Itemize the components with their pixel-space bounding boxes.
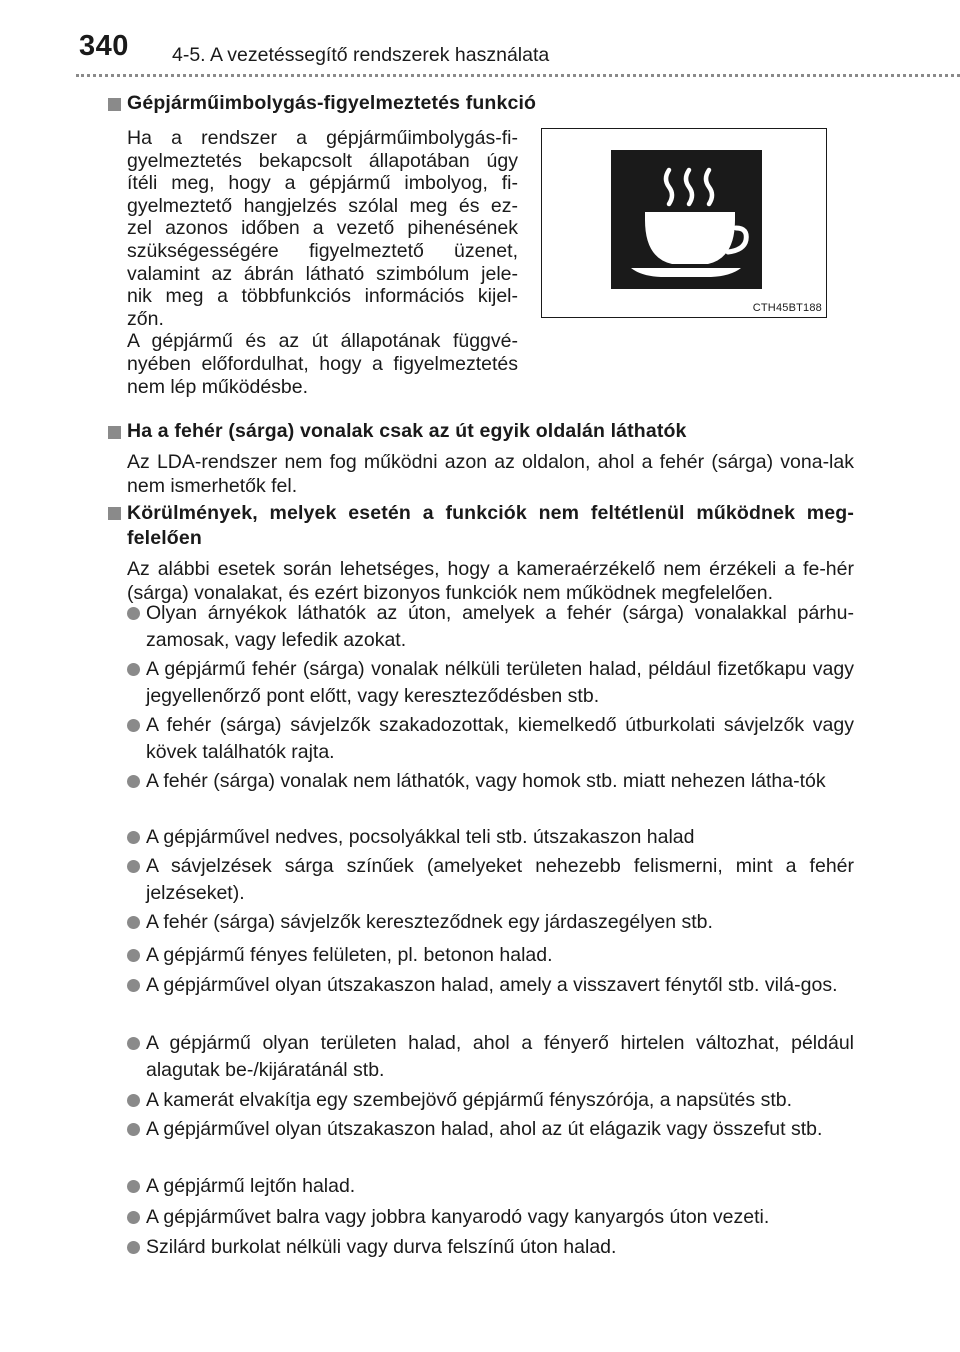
list-item: A gépjármű lejtőn halad. (127, 1173, 854, 1200)
list-item: A gépjármű fehér (sárga) vonalak nélküli területen halad, például fizetőkapu vagy jegyellenőrző pont előtt, vagy kereszteződésben stb. (127, 656, 854, 710)
list-item: A sávjelzések sárga színűek (amelyeket nehezebb felismerni, mint a fehér jelzéseket). (127, 853, 854, 907)
text-line: nem lép működésbe. (127, 375, 309, 398)
coffee-cup-icon (611, 150, 762, 289)
coffee-symbol-figure (541, 128, 827, 318)
header-divider (76, 74, 960, 77)
bullet-dot-icon (127, 719, 140, 732)
list-item: A gépjármű olyan területen halad, ahol a fényerő hirtelen változhat, például alagutak be-/kijáratánál stb. (127, 1030, 854, 1084)
list-item: A gépjárművel olyan útszakaszon halad, amely a visszavert fénytől stb. vilá-gos. (127, 972, 854, 999)
bullet-dot-icon (127, 607, 140, 620)
list-item: Szilárd burkolat nélküli vagy durva felszínű úton halad. (127, 1234, 854, 1261)
heading-square-icon (108, 426, 121, 439)
page-header (0, 0, 960, 80)
bullet-dot-icon (127, 1037, 140, 1050)
bullet-dot-icon (127, 1094, 140, 1107)
bullet-dot-icon (127, 1123, 140, 1136)
bullet-dot-icon (127, 1180, 140, 1193)
list-item: A kamerát elvakítja egy szembejövő gépjármű fényszórója, a napsütés stb. (127, 1087, 854, 1114)
list-item: A gépjárművet balra vagy jobbra kanyarodó vagy kanyargós úton vezeti. (127, 1204, 854, 1231)
figure-code: CTH45BT188 (752, 302, 822, 314)
text-line: gyelmeztető hangjelzés szólal meg és ez- (127, 194, 518, 217)
list-item: A fehér (sárga) sávjelzők kereszteződnek egy járdaszegélyen stb. (127, 909, 854, 936)
text-line: ítéli meg, hogy a gépjármű imbolyog, fi- (127, 172, 518, 195)
text-line: zőn. (127, 307, 164, 330)
text-line: A gépjármű és az út állapotának függvé- (127, 330, 518, 353)
bullet-dot-icon (127, 916, 140, 929)
bullet-dot-icon (127, 949, 140, 962)
list-item: Olyan árnyékok láthatók az úton, amelyek a fehér (sárga) vonalakkal párhu-zamosak, vagy lefedik azokat. (127, 600, 854, 654)
bullet-dot-icon (127, 860, 140, 873)
bullet-dot-icon (127, 979, 140, 992)
one-side-lines-text: Az LDA-rendszer nem fog működni azon az oldalon, ahol a fehér (sárga) vona-lak nem ismerhetők fel. (127, 451, 854, 497)
page-number: 340 (79, 30, 129, 62)
section-heading-sway-warning: Gépjárműimbolygás-figyelmeztetés funkció (127, 92, 537, 114)
bullet-dot-icon (127, 1211, 140, 1224)
list-item: A gépjármű fényes felületen, pl. betonon halad. (127, 942, 854, 969)
text-line: Ha a rendszer a gépjárműimbolygás-fi- (127, 127, 518, 149)
bullet-dot-icon (127, 663, 140, 676)
list-item: A gépjárművel olyan útszakaszon halad, ahol az út elágazik vagy összefut stb. (127, 1116, 854, 1143)
bullet-dot-icon (127, 775, 140, 788)
list-item: A fehér (sárga) sávjelzők szakadozottak, kiemelkedő útburkolati sávjelzők vagy kövek találhatók rajta. (127, 712, 854, 766)
heading-line: felelően (127, 527, 202, 549)
text-line: nik meg a többfunkciós információs kijel- (127, 285, 518, 308)
conditions-intro-text: Az alábbi esetek során lehetséges, hogy a kameraérzékelő nem érzékeli a fe-hér (sárga) vonalakat, és ezért bizonyos funkciók nem működnek megfelelően. (127, 558, 854, 604)
text-line: szükségességére figyelmeztető üzenet, (127, 239, 518, 262)
text-line: gyelmeztetés bekapcsolt állapotában úgy (127, 149, 518, 172)
bullet-dot-icon (127, 1241, 140, 1254)
text-line: nyében előfordulhat, hogy a figyelmeztetés (127, 352, 518, 375)
heading-square-icon (108, 507, 121, 520)
heading-square-icon (108, 98, 121, 111)
section-heading-one-side-lines: Ha a fehér (sárga) vonalak csak az út egyik oldalán láthatók (127, 420, 687, 442)
heading-line: Körülmények, melyek esetén a funkciók nem feltétlenül működnek meg- (127, 502, 854, 524)
section-heading-conditions (127, 501, 854, 551)
sway-warning-text (127, 127, 518, 398)
list-item: A gépjárművel nedves, pocsolyákkal teli stb. útszakaszon halad (127, 824, 854, 851)
text-line: valamint az ábrán látható szimbólum jele- (127, 262, 518, 285)
bullet-dot-icon (127, 831, 140, 844)
list-item: A fehér (sárga) vonalak nem láthatók, vagy homok stb. miatt nehezen látha-tók (127, 768, 854, 795)
section-title: 4-5. A vezetéssegítő rendszerek használata (172, 44, 550, 66)
text-line: zel azonos időben a vezető pihenésének (127, 217, 518, 240)
